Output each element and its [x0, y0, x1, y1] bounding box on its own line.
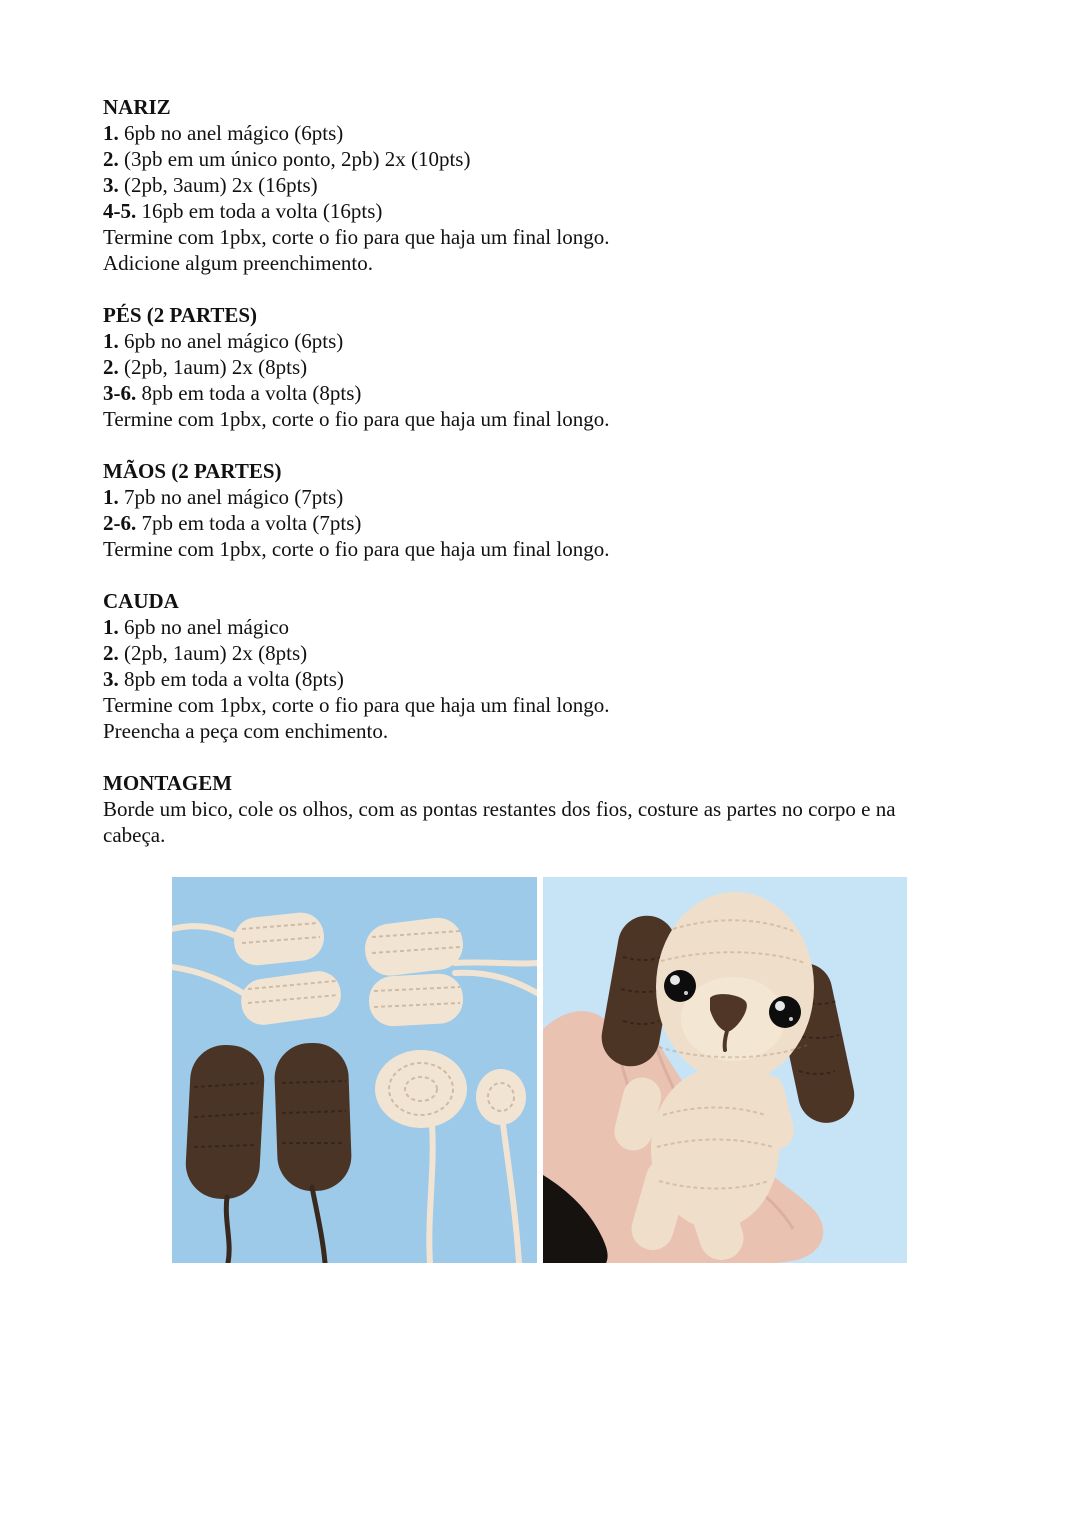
pattern-line: 2. (2pb, 1aum) 2x (8pts): [103, 641, 308, 665]
section-maos: [103, 458, 955, 562]
section-heading: PÉS (2 PARTES): [103, 303, 258, 327]
dog-left-eye: [664, 970, 696, 1002]
finished-dog-photo: [543, 877, 907, 1263]
pattern-line: 3. (2pb, 3aum) 2x (16pts): [103, 173, 318, 197]
section-heading: NARIZ: [103, 95, 171, 119]
pattern-line: 2. (3pb em um único ponto, 2pb) 2x (10pts): [103, 147, 471, 171]
right-eye-glint: [775, 1001, 785, 1011]
right-eye-glint-small: [789, 1017, 793, 1021]
dog-right-eye: [769, 996, 801, 1028]
section-cauda: [103, 588, 955, 744]
tail-ball: [476, 1069, 526, 1125]
pattern-line: Adicione algum preenchimento.: [103, 251, 373, 275]
pattern-line: 3. 8pb em toda a volta (8pts): [103, 667, 344, 691]
pattern-line: 1. 6pb no anel mágico (6pts): [103, 121, 344, 145]
photo-row: [172, 877, 907, 1263]
pattern-line: 1. 6pb no anel mágico (6pts): [103, 329, 344, 353]
pattern-line: Borde um bico, cole os olhos, com as pontas restantes dos fios, costure as partes no corpo e na cabeça.: [103, 797, 896, 847]
dog-body: [651, 1069, 779, 1229]
section-montagem: [103, 770, 955, 848]
section-heading: MÃOS (2 PARTES): [103, 459, 282, 483]
pattern-line: 2. (2pb, 1aum) 2x (8pts): [103, 355, 308, 379]
pattern-line: 1. 6pb no anel mágico: [103, 615, 290, 639]
ear-piece-1: [184, 1043, 266, 1201]
pattern-line: 1. 7pb no anel mágico (7pts): [103, 485, 344, 509]
pattern-line: 4-5. 16pb em toda a volta (16pts): [103, 199, 383, 223]
pattern-line: Preencha a peça com enchimento.: [103, 719, 389, 743]
left-eye-glint: [670, 975, 680, 985]
pattern-line: Termine com 1pbx, corte o fio para que haja um final longo.: [103, 225, 610, 249]
crochet-parts-photo: [172, 877, 537, 1263]
pattern-line: Termine com 1pbx, corte o fio para que haja um final longo.: [103, 537, 610, 561]
section-pes: [103, 302, 955, 432]
pattern-line: 3-6. 8pb em toda a volta (8pts): [103, 381, 362, 405]
section-heading: MONTAGEM: [103, 771, 233, 795]
section-nariz: [103, 94, 955, 276]
pattern-line: 2-6. 7pb em toda a volta (7pts): [103, 511, 362, 535]
pattern-line: Termine com 1pbx, corte o fio para que haja um final longo.: [103, 407, 610, 431]
left-eye-glint-small: [684, 991, 688, 995]
pattern-text: [103, 94, 955, 874]
pattern-line: Termine com 1pbx, corte o fio para que haja um final longo.: [103, 693, 610, 717]
section-heading: CAUDA: [103, 589, 179, 613]
foot-piece-2: [368, 972, 464, 1027]
ear-piece-2: [273, 1042, 352, 1192]
